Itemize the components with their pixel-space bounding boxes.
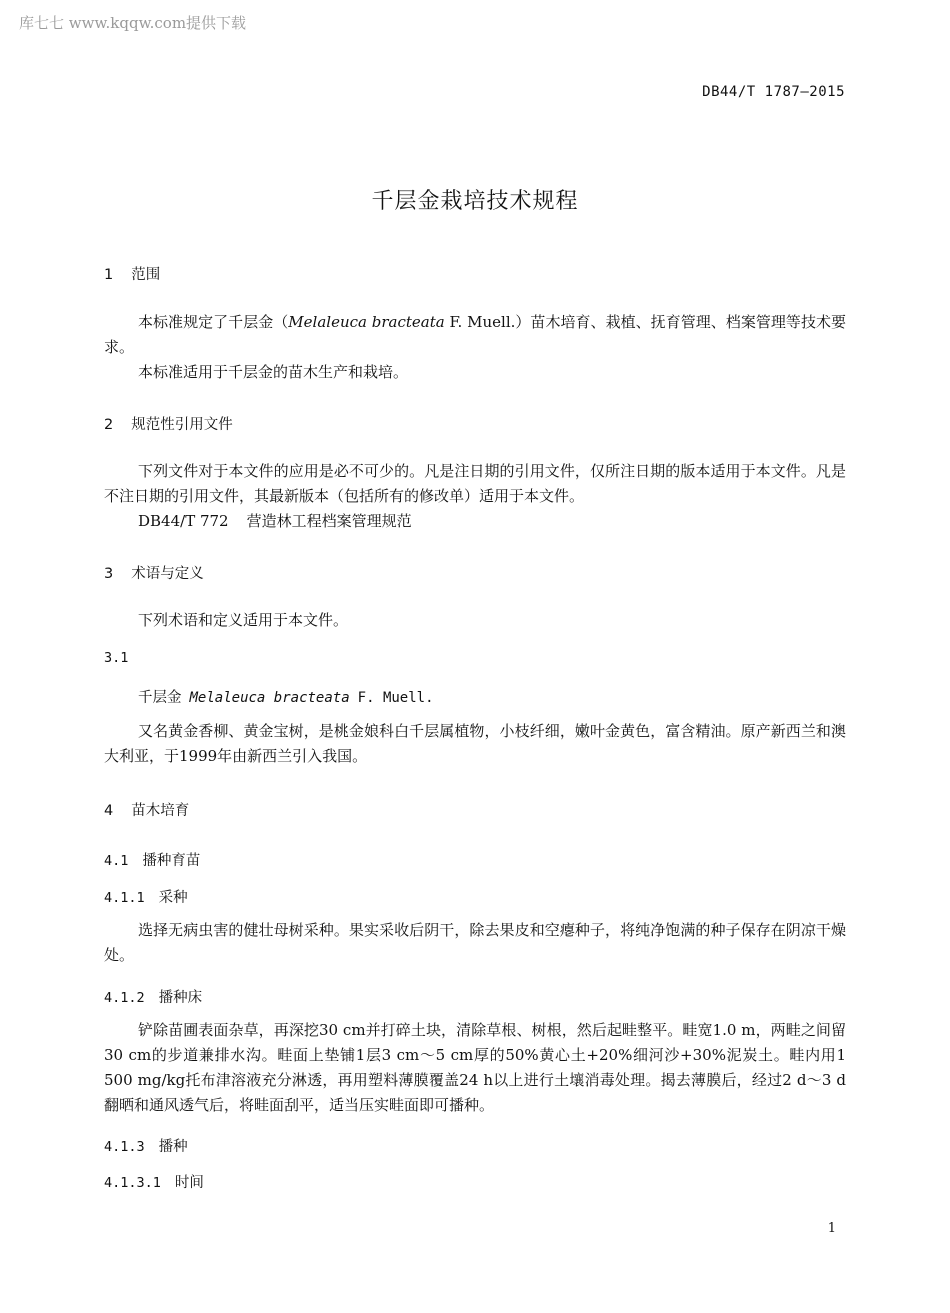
section-4-1-3-heading <box>104 1135 188 1156</box>
seedbed-paragraph: 铲除苗圃表面杂草，再深挖30 cm并打碎土块，清除草根、树根，然后起畦整平。畦宽1.0 m，两畦之间留30 cm的步道兼排水沟。畦面上垫铺1层3 cm～5 cm厚的50%黄心土+20%细河沙+30%泥炭土。畦内用1 500 mg/kg托布津溶液充分淋透，再用塑料薄膜覆盖24 h以上进行土壤消毒处理。揭去薄膜后，经过2 d～3 d翻晒和通风透气后，将畦面刮平，适当压实畦面即可播种。 <box>104 1021 846 1114</box>
section-title: 播种育苗 <box>142 853 201 869</box>
section-4-1-1-heading <box>104 886 188 907</box>
watermark-text: 库七七 www.kqqw.com提供下载 <box>19 14 247 32</box>
section-number: 4.1.2 <box>104 990 145 1006</box>
section-number: 4.1 <box>104 853 129 869</box>
terms-intro-paragraph: 下列术语和定义适用于本文件。 <box>138 611 349 629</box>
latin-name: Melaleuca bracteata <box>288 313 445 331</box>
term-number: 3.1 <box>104 650 129 666</box>
section-4-1-heading <box>104 849 200 870</box>
scope-paragraph-1 <box>104 310 846 360</box>
section-title: 播种床 <box>158 990 203 1006</box>
reference-code: DB44/T 772 <box>138 512 229 530</box>
section-number: 1 <box>104 267 114 283</box>
section-title: 规范性引用文件 <box>131 417 233 433</box>
section-3-heading <box>104 562 204 583</box>
section-number: 3 <box>104 566 114 582</box>
term-chinese: 千层金 <box>138 690 182 706</box>
section-number: 4 <box>104 803 114 819</box>
section-4-1-3-1-heading <box>104 1171 204 1192</box>
scope-paragraph-2: 本标准适用于千层金的苗木生产和栽培。 <box>138 363 409 381</box>
term-latin: Melaleuca bracteata <box>189 690 350 706</box>
section-1-heading <box>104 263 160 284</box>
term-author: F. Muell. <box>357 690 434 706</box>
text-segment: F. Muell.）苗木培育、栽植、抚育管理、档案管理等技术要求。 <box>104 313 846 356</box>
section-4-1-2-heading <box>104 986 202 1007</box>
section-title: 苗木培育 <box>131 803 190 819</box>
section-number: 4.1.3 <box>104 1139 145 1155</box>
reference-name: 营造林工程档案管理规范 <box>246 512 412 530</box>
document-number: DB44/T 1787—2015 <box>702 84 845 100</box>
normative-paragraph: 下列文件对于本文件的应用是必不可少的。凡是注日期的引用文件，仅所注日期的版本适用于本文件。凡是不注日期的引用文件，其最新版本（包括所有的修改单）适用于本文件。 <box>104 462 846 505</box>
section-title: 范围 <box>131 267 161 283</box>
section-title: 采种 <box>158 890 188 906</box>
term-entry <box>138 686 434 707</box>
section-title: 术语与定义 <box>131 566 204 582</box>
page-number: 1 <box>827 1221 836 1236</box>
page-title: 千层金栽培技术规程 <box>371 189 579 214</box>
section-2-heading <box>104 413 233 434</box>
section-title: 播种 <box>158 1139 188 1155</box>
section-number: 4.1.1 <box>104 890 145 906</box>
normative-reference <box>138 509 848 534</box>
section-number: 2 <box>104 417 114 433</box>
section-4-heading <box>104 799 189 820</box>
term-definition: 又名黄金香柳、黄金宝树，是桃金娘科白千层属植物，小枝纤细，嫩叶金黄色，富含精油。原产新西兰和澳大利亚，于1999年由新西兰引入我国。 <box>104 722 846 765</box>
section-title: 时间 <box>174 1175 204 1191</box>
seed-collection-paragraph: 选择无病虫害的健壮母树采种。果实采收后阴干，除去果皮和空瘪种子，将纯净饱满的种子保存在阴凉干燥处。 <box>104 921 846 964</box>
text-segment: 本标准规定了千层金（ <box>138 313 289 331</box>
section-number: 4.1.3.1 <box>104 1175 161 1191</box>
